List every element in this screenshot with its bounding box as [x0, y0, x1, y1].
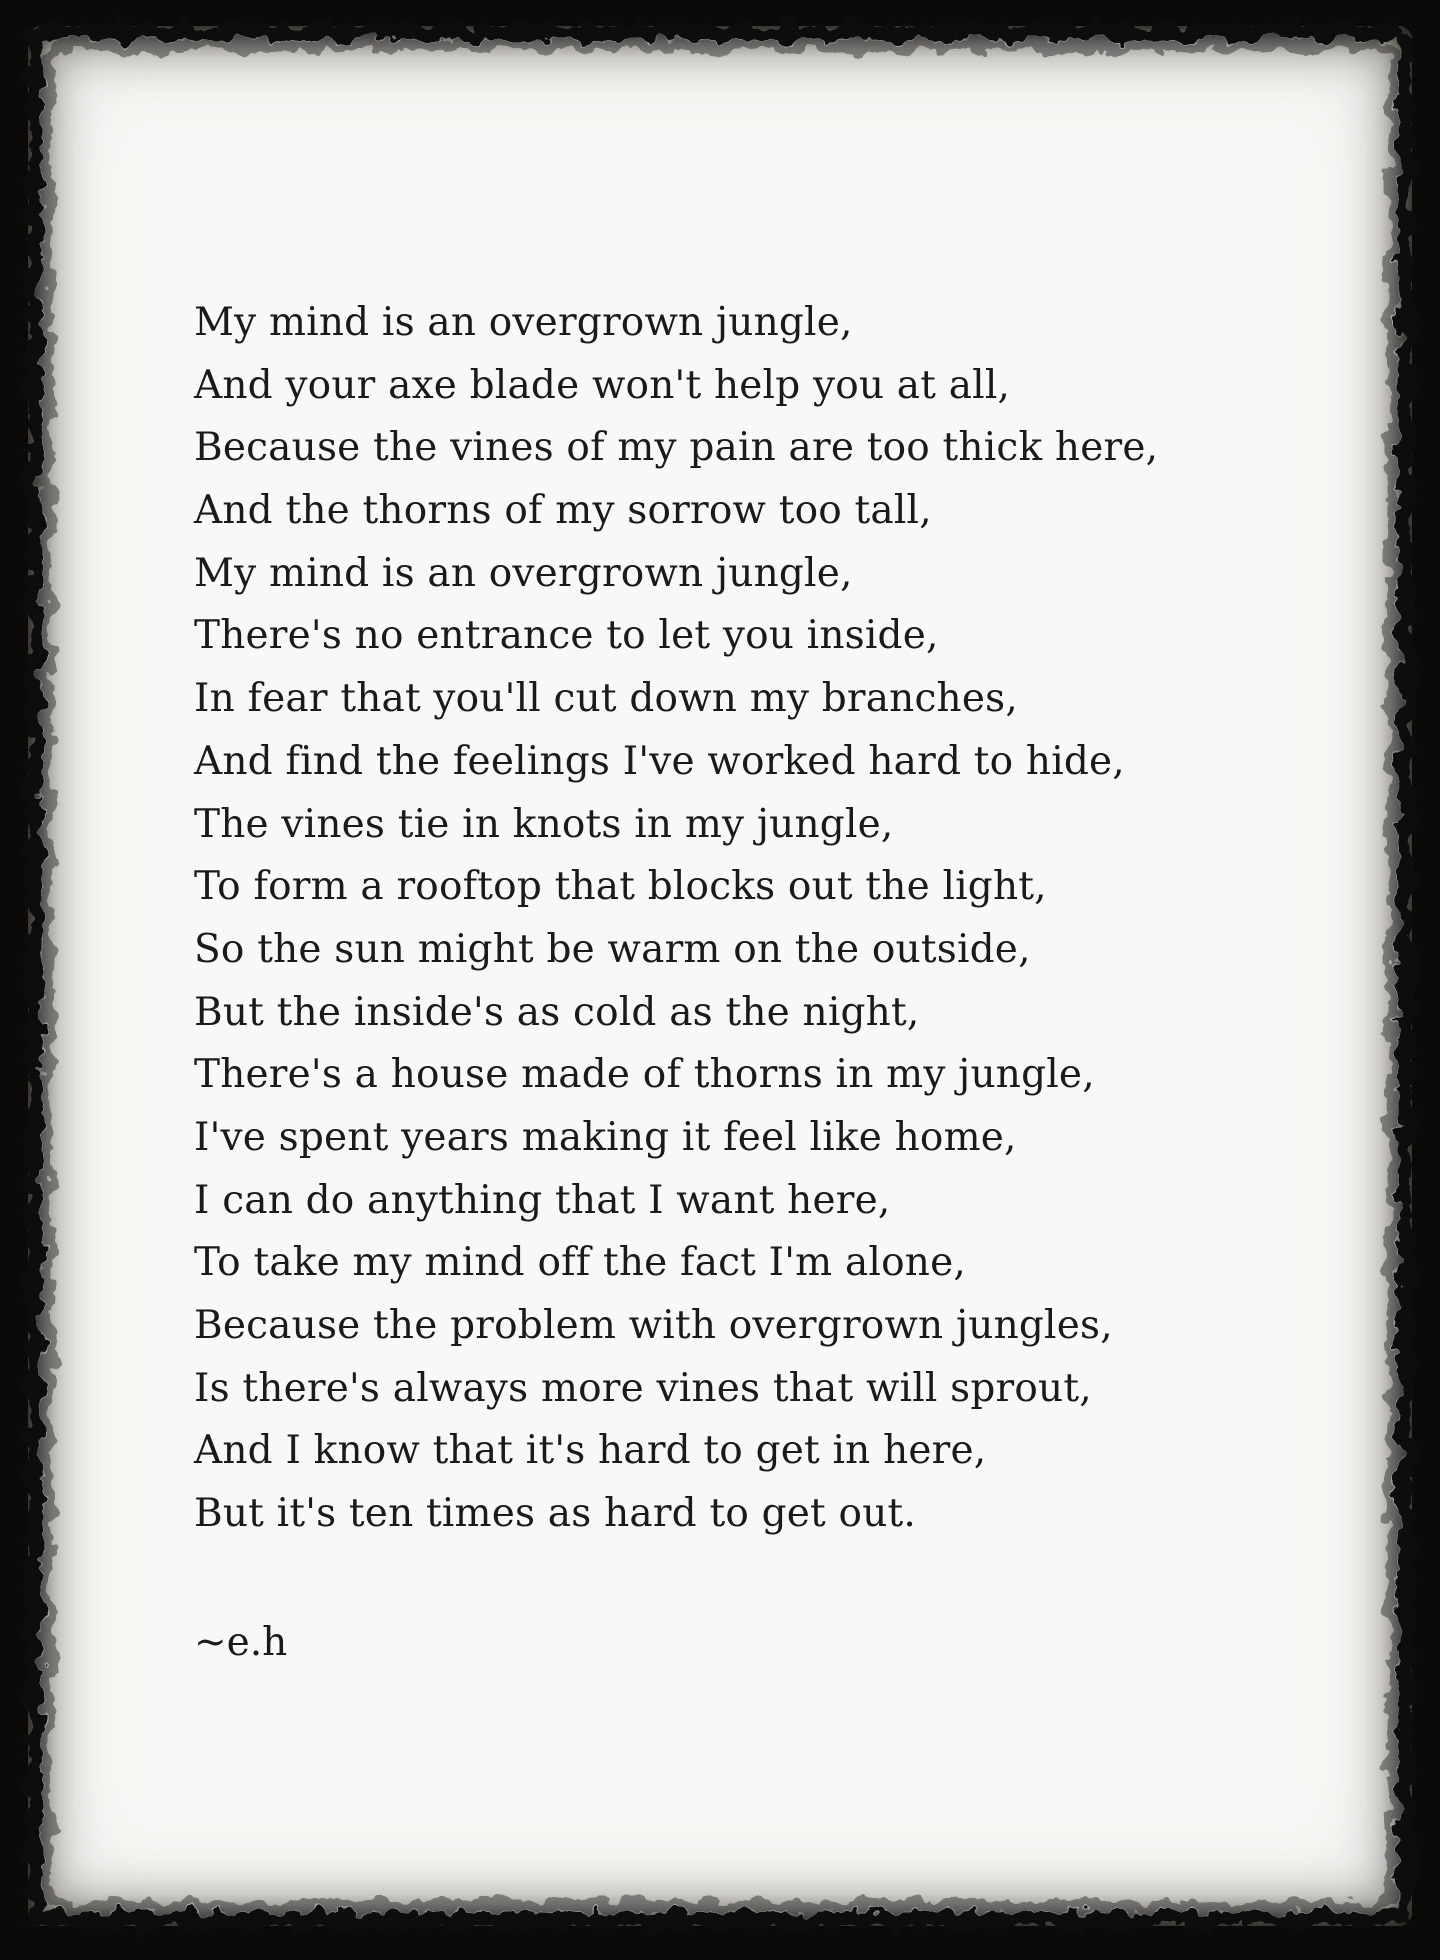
poem-line: In fear that you'll cut down my branches,: [194, 676, 1018, 722]
poem-line: There's a house made of thorns in my jungle,: [194, 1052, 1095, 1098]
poem-line: And your axe blade won't help you at all,: [194, 362, 1011, 408]
poem-line: I can do anything that I want here,: [194, 1177, 891, 1223]
poem-line: I've spent years making it feel like home,: [194, 1114, 1017, 1160]
poem-line: And find the feelings I've worked hard to hide,: [194, 738, 1125, 784]
poem-line: The vines tie in knots in my jungle,: [194, 801, 894, 847]
poem-line: My mind is an overgrown jungle,: [194, 300, 853, 345]
author-signature: ~e.h: [194, 1620, 288, 1665]
poem-line: My mind is an overgrown jungle,: [194, 550, 853, 596]
poem-line: There's no entrance to let you inside,: [194, 613, 939, 659]
poem-line: To form a rooftop that blocks out the light,: [194, 864, 1047, 910]
poem-text: [194, 292, 1158, 1546]
poem-line: But it's ten times as hard to get out.: [194, 1491, 916, 1537]
poem-line: Because the problem with overgrown jungles,: [194, 1303, 1113, 1348]
poem-line: And I know that it's hard to get in here,: [194, 1428, 987, 1474]
poem-line: So the sun might be warm on the outside,: [194, 926, 1031, 972]
poem-line: To take my mind off the fact I'm alone,: [194, 1240, 966, 1286]
poem-line: Because the vines of my pain are too thick here,: [194, 425, 1159, 471]
poem-line: Is there's always more vines that will sprout,: [194, 1365, 1092, 1411]
poem-line: And the thorns of my sorrow too tall,: [194, 488, 932, 534]
poem-line: But the inside's as cold as the night,: [194, 989, 920, 1035]
